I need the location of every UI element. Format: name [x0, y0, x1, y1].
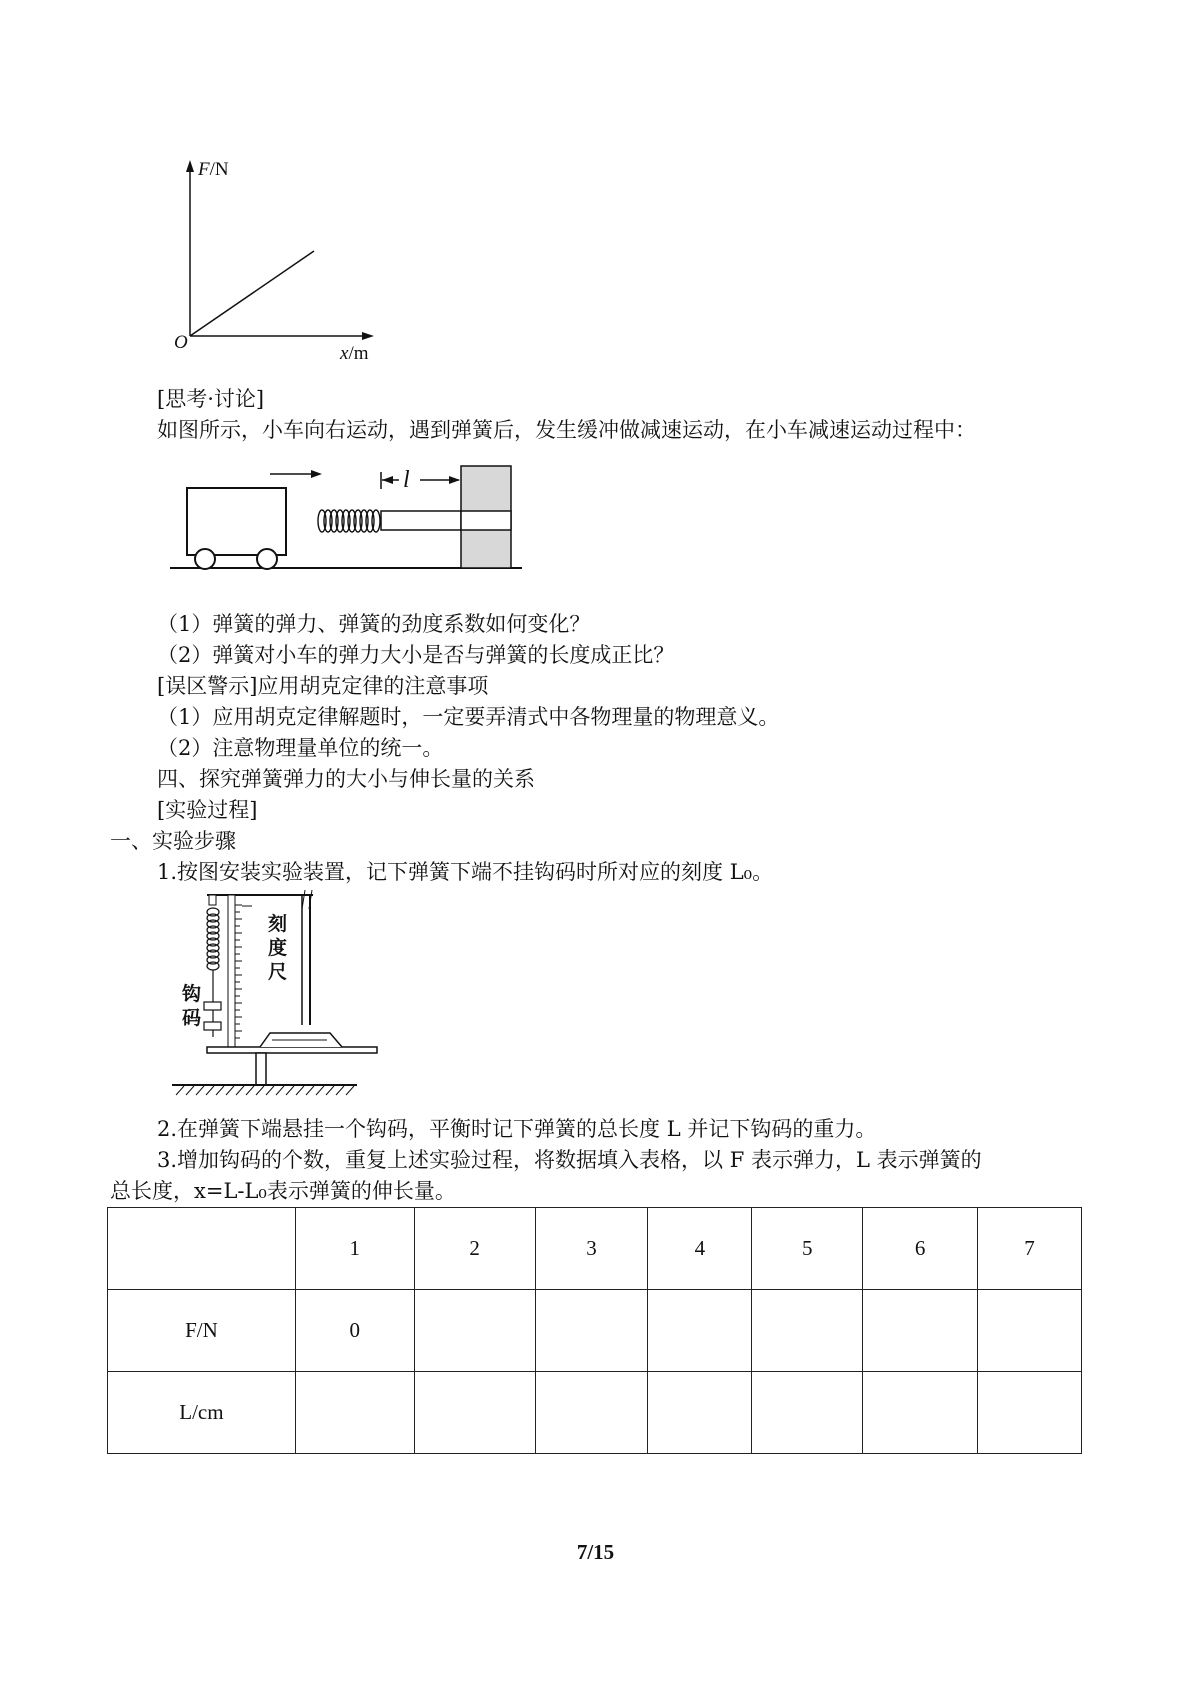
experiment-heading: [实验过程] [157, 798, 258, 822]
table-cell: 1 [295, 1208, 414, 1290]
section-4-heading: 四、探究弹簧弹力的大小与伸长量的关系 [157, 767, 535, 791]
wheel-right [257, 549, 277, 569]
ruler-label: 刻度尺 [268, 914, 288, 983]
table-cell [752, 1290, 863, 1372]
force-extension-graph [160, 150, 390, 365]
question-2: （2）弹簧对小车的弹力大小是否与弹簧的长度成正比？ [157, 643, 675, 667]
table-cell [978, 1290, 1082, 1372]
weight-label: 钩码 [182, 984, 202, 1029]
table-cell: 7 [978, 1208, 1082, 1290]
table-cell: 6 [863, 1208, 978, 1290]
step-3-line-2: 总长度，x=L-L₀表示弹簧的伸长量。 [110, 1179, 456, 1203]
table-cell [863, 1372, 978, 1454]
cart-spring-diagram [170, 455, 530, 575]
table-cell [414, 1372, 535, 1454]
table-cell: 2 [414, 1208, 535, 1290]
table-cell [295, 1372, 414, 1454]
table-cell [648, 1290, 752, 1372]
table-cell [108, 1208, 296, 1290]
table-cell [648, 1372, 752, 1454]
weight-2 [204, 1022, 221, 1030]
ruler-ticks [235, 905, 242, 1038]
step-3-line-1: 3.增加钩码的个数，重复上述实验过程，将数据填入表格，以 F 表示弹力，L 表示弹簧的 [157, 1148, 982, 1172]
data-table [107, 1207, 1082, 1454]
table-cell: 5 [752, 1208, 863, 1290]
warning-1: （1）应用胡克定律解题时，一定要弄清式中各物理量的物理意义。 [157, 705, 780, 729]
x-axis-label: x/m [340, 343, 369, 364]
think-intro: 如图所示，小车向右运动，遇到弹簧后，发生缓冲做减速运动，在小车减速运动过程中： [157, 418, 976, 442]
table-cell: 0 [295, 1290, 414, 1372]
length-label-l: l [403, 467, 410, 493]
table-cell: L/cm [108, 1372, 296, 1454]
question-1: （1）弹簧的弹力、弹簧的劲度系数如何变化？ [157, 612, 591, 636]
step-1: 1.按图安装实验装置，记下弹簧下端不挂钩码时所对应的刻度 L₀。 [157, 860, 774, 884]
table-row [108, 1372, 1082, 1454]
spring-coils [318, 510, 380, 532]
y-axis-label: F/N [198, 159, 229, 180]
wheel-left [195, 549, 215, 569]
table-cell: 3 [535, 1208, 648, 1290]
table-cell: F/N [108, 1290, 296, 1372]
table-row [108, 1290, 1082, 1372]
think-heading: [思考·讨论] [157, 387, 265, 411]
table-cell [414, 1290, 535, 1372]
warning-heading: [误区警示]应用胡克定律的注意事项 [157, 674, 489, 698]
table-cell [863, 1290, 978, 1372]
table-cell [752, 1372, 863, 1454]
weight-1 [204, 1002, 221, 1010]
table-cell [535, 1290, 648, 1372]
table-cell [535, 1372, 648, 1454]
table-cell: 4 [648, 1208, 752, 1290]
page-number: 7/15 [576, 1540, 615, 1564]
steps-heading: 一、实验步骤 [110, 829, 236, 853]
table-cell [978, 1372, 1082, 1454]
hanging-spring [207, 908, 219, 970]
spring-apparatus-diagram [172, 890, 392, 1100]
step-2: 2.在弹簧下端悬挂一个钩码，平衡时记下弹簧的总长度 L 并记下钩码的重力。 [157, 1117, 877, 1141]
table-header-row [108, 1208, 1082, 1290]
origin-label: O [174, 332, 188, 353]
warning-2: （2）注意物理量单位的统一。 [157, 736, 444, 760]
